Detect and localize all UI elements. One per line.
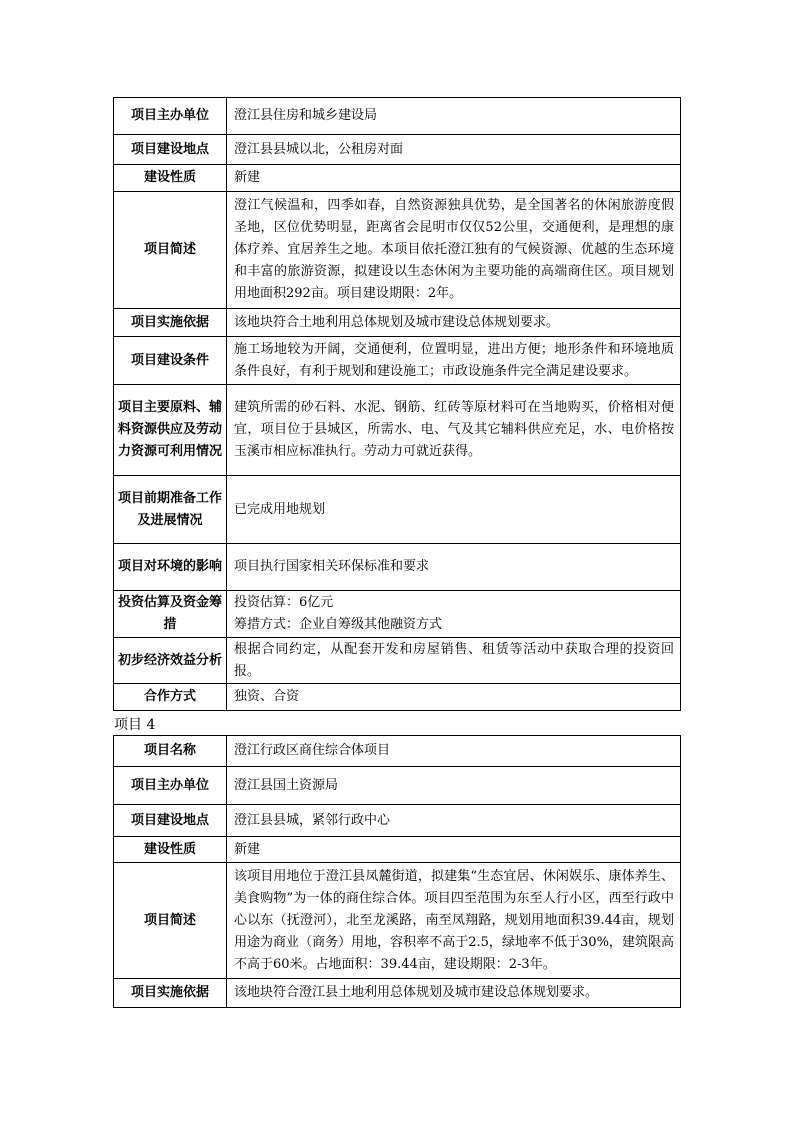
- row-label: 项目实施依据: [114, 309, 227, 337]
- row-label: 项目简述: [114, 192, 227, 309]
- row-label: 项目主要原料、辅料资源供应及劳动力资源可利用情况: [114, 385, 227, 476]
- table-row: [114, 309, 681, 337]
- row-value: 澄江县国土资源局: [227, 767, 681, 805]
- table-row: [114, 337, 681, 385]
- row-value: 新建: [227, 837, 681, 863]
- row-label: 建设性质: [114, 837, 227, 863]
- row-label: 项目建设条件: [114, 337, 227, 385]
- table-row: [114, 979, 681, 1008]
- row-value: 独资、合资: [227, 684, 681, 711]
- row-label: 项目简述: [114, 863, 227, 979]
- row-value: 该项目用地位于澄江县凤麓街道，拟建集“生态宜居、休闲娱乐、康体养生、美食购物”为一体的商住综合体。项目四至范围为东至人行小区，西至行政中心以东（抚澄河），北至龙溪路，南至凤翔路，规划用地面积39.44亩，规划用途为商业（商务）用地，容积率不高于2.5，绿地率不低于30%，建筑限高不高于60米。占地面积：39.44亩，建设期限：2-3年。: [227, 863, 681, 979]
- table-row: [114, 385, 681, 476]
- table-row: [114, 767, 681, 805]
- table-row: [114, 165, 681, 192]
- row-label: 项目建设地点: [114, 805, 227, 837]
- row-value: 澄江行政区商住综合体项目: [227, 736, 681, 767]
- section-label: 项目 4: [114, 717, 156, 733]
- row-label: 项目主办单位: [114, 98, 227, 135]
- row-value: 建筑所需的砂石料、水泥、钢筋、红砖等原材料可在当地购买，价格相对便宜，项目位于县城区，所需水、电、气及其它辅料供应充足，水、电价格按玉溪市相应标准执行。劳动力可就近获得。: [227, 385, 681, 476]
- table-row: [114, 135, 681, 165]
- row-label: 合作方式: [114, 684, 227, 711]
- row-label: 项目对环境的影响: [114, 544, 227, 591]
- row-label: 项目主办单位: [114, 767, 227, 805]
- row-value: 根据合同约定，从配套开发和房屋销售、租赁等活动中获取合理的投资回报。: [227, 638, 681, 684]
- row-value: [227, 591, 681, 638]
- row-label: 项目建设地点: [114, 135, 227, 165]
- funding-method: 筹措方式：企业自筹级其他融资方式: [234, 617, 443, 632]
- row-value: 澄江县住房和城乡建设局: [227, 98, 681, 135]
- row-value: 澄江气候温和，四季如春，自然资源独具优势，是全国著名的休闲旅游度假圣地，区位优势明显，距离省会昆明市仅仅52公里，交通便利，是理想的康体疗养、宜居养生之地。本项目依托澄江独有的气候资源、优越的生态环境和丰富的旅游资源，拟建设以生态休闲为主要功能的高端商住区。项目规划用地面积292亩。项目建设期限：2年。: [227, 192, 681, 309]
- row-label: 项目名称: [114, 736, 227, 767]
- row-value: 已完成用地规划: [227, 476, 681, 544]
- row-value: 新建: [227, 165, 681, 192]
- project-info-table-1: [113, 97, 681, 711]
- row-value: 施工场地较为开阔，交通便利，位置明显，进出方便；地形条件和环境地质条件良好，有利于规划和建设施工；市政设施条件完全满足建设要求。: [227, 337, 681, 385]
- project-info-table-2: [113, 735, 681, 1008]
- row-value: 项目执行国家相关环保标准和要求: [227, 544, 681, 591]
- row-label: 项目实施依据: [114, 979, 227, 1008]
- table-row: [114, 476, 681, 544]
- table-row: [114, 638, 681, 684]
- row-value: 澄江县县城，紧邻行政中心: [227, 805, 681, 837]
- row-label: 初步经济效益分析: [114, 638, 227, 684]
- row-value: 澄江县县城以北，公租房对面: [227, 135, 681, 165]
- table-row: [114, 684, 681, 711]
- table-row: [114, 863, 681, 979]
- table-row: [114, 591, 681, 638]
- table-row: [114, 192, 681, 309]
- table-row: [114, 544, 681, 591]
- table-row: [114, 98, 681, 135]
- row-label: 项目前期准备工作及进展情况: [114, 476, 227, 544]
- table-row: [114, 736, 681, 767]
- table-row: [114, 837, 681, 863]
- row-label: 建设性质: [114, 165, 227, 192]
- investment-estimate: 投资估算：6亿元: [234, 595, 334, 610]
- row-value: 该地块符合土地利用总体规划及城市建设总体规划要求。: [227, 309, 681, 337]
- row-value: 该地块符合澄江县土地利用总体规划及城市建设总体规划要求。: [227, 979, 681, 1008]
- table-row: [114, 805, 681, 837]
- row-label: 投资估算及资金筹措: [114, 591, 227, 638]
